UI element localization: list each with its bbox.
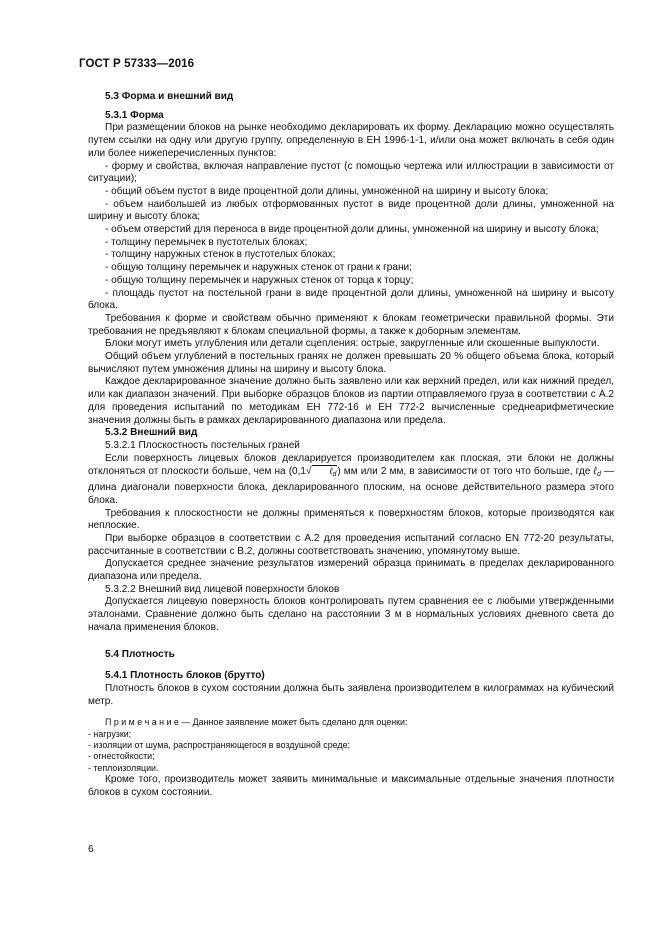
paragraph-geometry: Требования к форме и свойствам обычно применяют к блокам геометрически правильной формы. Эти требования не предъявляют к блокам специальной формы, а также к доборным элементам. [88,312,614,337]
list-item: - толщину перемычек в пустотелых блоках; [105,236,308,248]
formula-subscript: d [332,471,337,479]
diagonal-subscript: d [596,471,601,479]
flatness-text-c: — длина диагонали поверхности блока, декларированного плоским, на основе действительного размера этого блока. [88,466,614,506]
flatness-formula [292,466,337,477]
standard-header: ГОСТ Р 57333—2016 [79,58,195,70]
paragraph-min-max: Кроме того, производитель может заявить минимальные и максимальные отдельные значения плотности блоков в сухом состоянии. [88,773,614,798]
list-item: - толщину наружных стенок в пустотелых блоках; [105,249,336,261]
paragraph-flatness-not-applied: Требования к плоскостности не должны применяться к поверхностям блоков, которые производятся как неплоские. [88,507,614,532]
formula-radicand [312,465,338,480]
list-item: - общую толщину перемычек и наружных стенок от торца к торцу; [105,274,414,286]
note-item: - теплоизоляции. [88,762,159,773]
note-item: - огнестойкости; [88,751,155,762]
section-5-3-title: 5.3 Форма и внешний вид [105,91,234,102]
note-label: П р и м е ч а н и е [105,717,179,728]
paragraph-flatness-sampling: При выборке образцов в соответствии с А.2 для проведения испытаний согласно EN 772-20 результаты, рассчитанные в соответствии с В.2, должны соответствовать значению, упомянутому выше. [88,532,614,557]
note-item: - изоляции от шума, распространяющегося в воздушной среде; [88,739,350,750]
list-item: - площадь пустот на постельной грани в виде процентной доли длины, умноженной на ширину и высоту блока. [88,287,614,312]
page-content [88,91,614,799]
note-item: - нагрузки; [88,728,132,739]
paragraph-intro: При размещении блоков на рынке необходимо декларировать их форму. Декларацию можно осуществлять путем ссылки на одну или другую группу, определенную в ЕН 1996-1-1, и/или она может включать в себя один или более нижеперечисленных пунктов: [88,122,614,159]
page-number: 6 [88,844,94,855]
flatness-text-b: ) мм или 2 мм, в зависимости от того что больше, где [337,466,594,478]
formula-coefficient: 0,1 [292,466,307,478]
list-item: - общую толщину перемычек и наружных стенок от грани к грани; [105,262,412,274]
paragraph-density: Плотность блоков в сухом состоянии должна быть заявлена производителем в килограммах на кубический метр. [88,682,614,707]
flatness-text-a: Если поверхность лицевых блоков декларируется производителем как плоская, эти блоки не должны отклоняться от плоскости больше, чем на ( [88,452,614,478]
section-5-4-title: 5.4 Плотность [105,648,175,660]
list-item: - объем отверстий для переноса в виде процентной доли длины, умноженной на ширину и высоту блока; [105,224,599,236]
list-item: - общий объем пустот в виде процентной доли длины, умноженной на ширину и высоту блока; [105,185,549,197]
note [88,717,614,728]
list-item: - объем наибольшей из любых отформованных пустот в виде процентной доли длины, умноженной на ширину и высоту блока; [88,198,614,223]
note-text: — Данное заявление может быть сделано для оценки: [178,717,408,728]
paragraph-face-appearance: Допускается лицевую поверхность блоков контролировать путем сравнения ее с любыми утвержденными эталонами. Сравнение должно быть сделано на расстоянии 3 м в нормальных условиях дневного света до начала применения блоков. [88,596,614,633]
list-item: - форму и свойства, включая направление пустот (с помощью чертежа или иллюстрации в зависимости от ситуации); [88,160,614,185]
sqrt-sign-icon: √ [306,466,312,478]
paragraph-flatness [88,453,614,508]
formula-variable: ℓ [329,466,333,477]
paragraph-declared-values: Каждое декларированное значение должно быть заявлено или как верхний предел, или как нижний предел, или как диапазон значений. При выборке образцов блоков из партии отправляемого груза в соответствии с А.2 для проведения испытаний по методикам ЕН 772-16 и ЕН 772-2 вычисленные среднеарифметические значения должны быть в рамках декларированного диапазона или предела. [88,376,614,426]
section-5-3-2-2-title: 5.3.2.2 Внешний вид лицевой поверхности блоков [105,583,340,595]
section-5-3-2-title: 5.3.2 Внешний вид [105,427,198,439]
section-5-3-2-1-title: 5.3.2.1 Плоскостность постельных граней [105,439,300,451]
section-5-3-1-title: 5.3.1 Форма [105,109,164,121]
paragraph-grooves: Блоки могут иметь углубления или детали сцепления: острые, закругленные или скошенные выпуклости. [105,338,600,350]
paragraph-flatness-mean: Допускается среднее значение результатов измерений образца принимать в пределах декларированного диапазона или предела. [88,558,614,583]
paragraph-groove-volume: Общий объем углублений в постельных гранях не должен превышать 20 % общего объема блока, который вычисляют путем умножения длины на ширину и высоту блока. [88,351,614,375]
section-5-4-1-title: 5.4.1 Плотность блоков (брутто) [105,670,265,682]
diagonal-variable: ℓ [593,466,597,478]
